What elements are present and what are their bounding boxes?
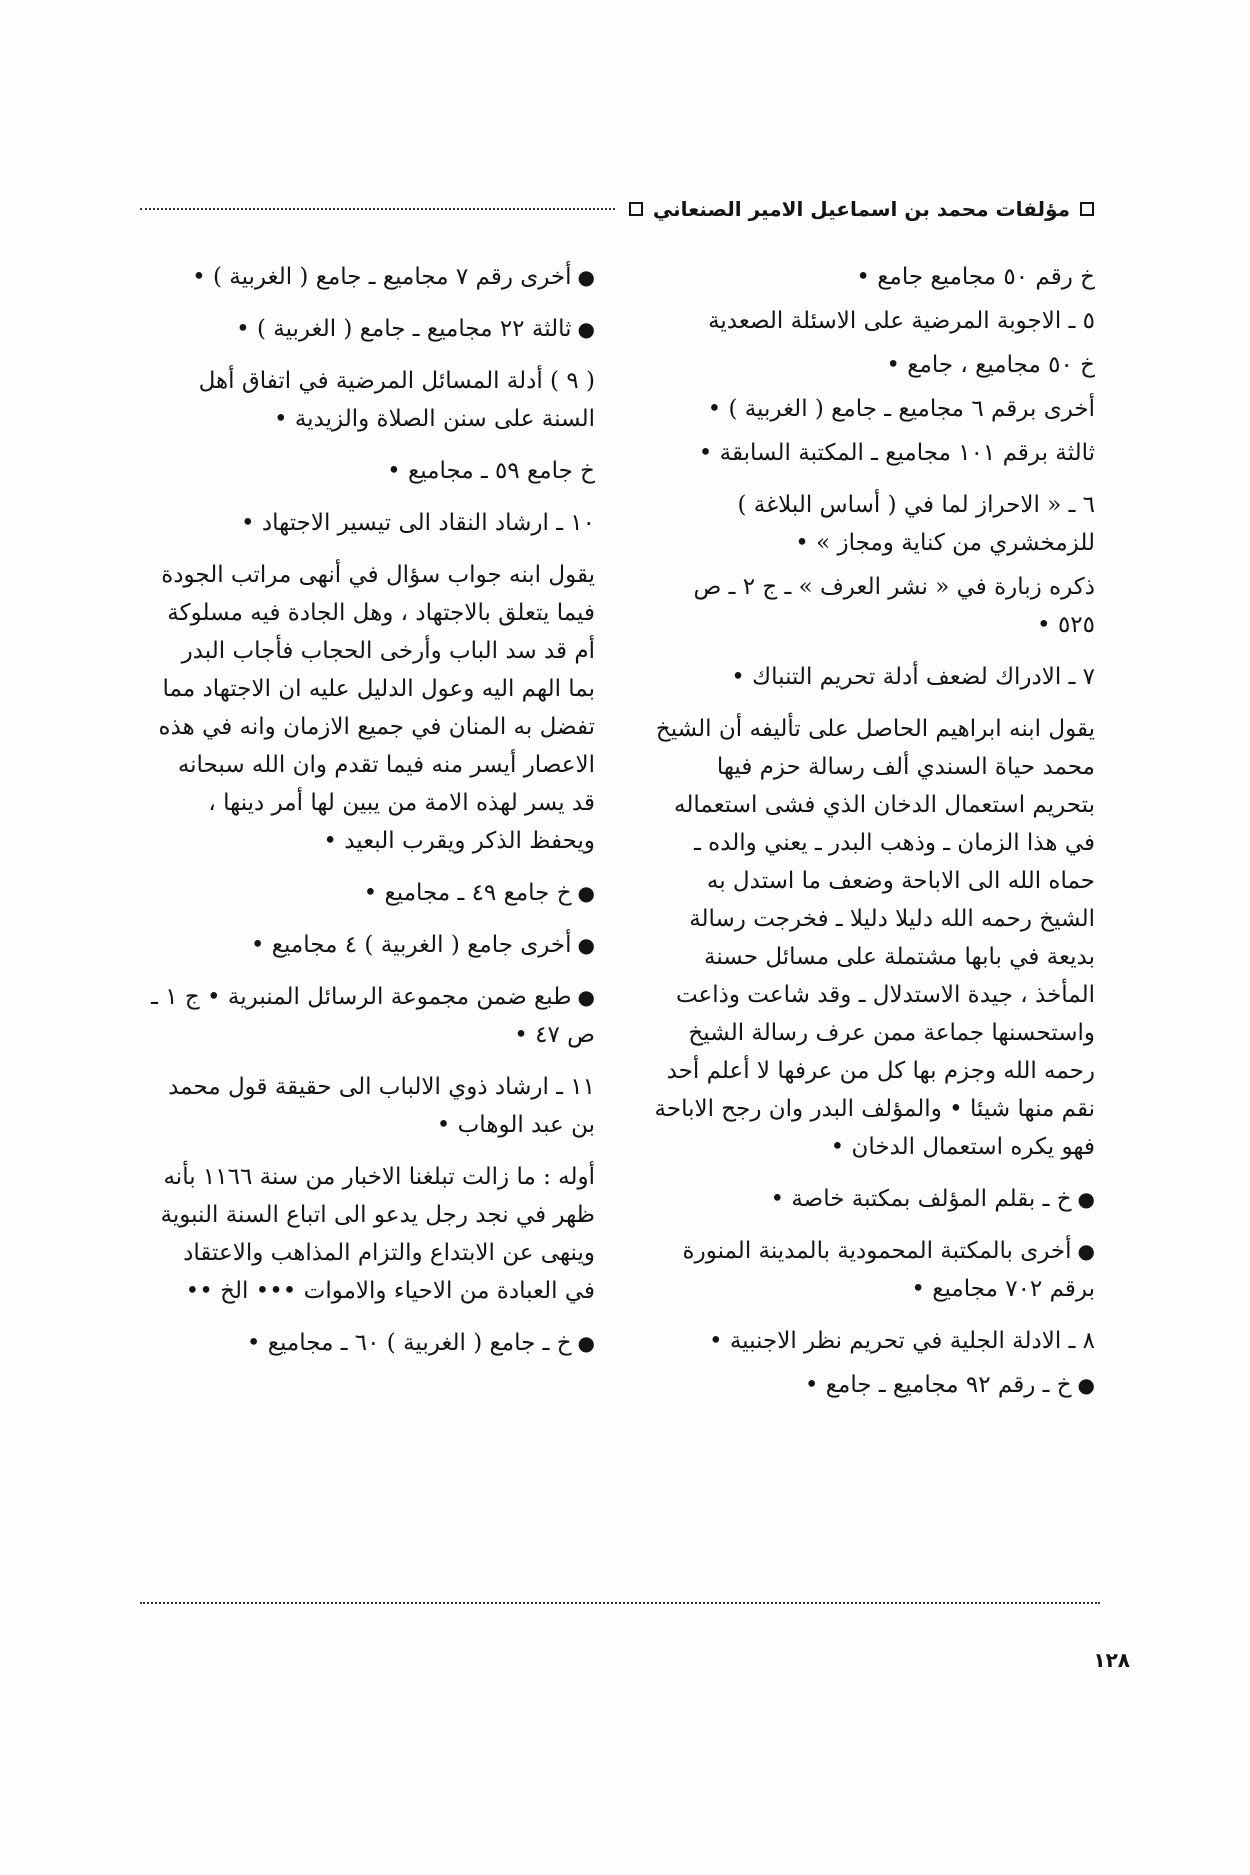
paragraph: ذكره زبارة في « نشر العرف » ـ ج ٢ ـ ص ٥٢٥ • bbox=[693, 574, 1095, 638]
header-dotted-rule bbox=[140, 208, 615, 210]
paragraph: خ جامع ٥٩ ـ مجاميع • bbox=[387, 458, 595, 484]
paragraph: ثالثة برقم ١٠١ مجاميع ـ المكتبة السابقة • bbox=[698, 440, 1095, 466]
header-box-right-icon bbox=[1080, 202, 1094, 216]
running-header bbox=[140, 192, 1100, 226]
paragraph: أخرى برقم ٦ مجاميع ـ جامع ( الغربية ) • bbox=[707, 396, 1095, 422]
bullet-item: ● أخرى رقم ٧ مجاميع ـ جامع ( الغربية ) • bbox=[150, 258, 595, 296]
paragraph: يقول ابنه جواب سؤال في أنهى مراتب الجودة فيما يتعلق بالاجتهاد ، وهل الجادة فيه مسلوكة أم قد سد الباب وأرخى الحجاب فأجاب البدر بما الهم اليه وعول الدليل عليه ان الاجتهاد مما تفضل به المنان في جميع الازمان وانه في هذه الاعصار أيسر منه فيما تقدم وان الله سبحانه قد يسر لهذه الامة من يبين لها أمر دينها ، ويحفظ الذكر ويقرب البعيد • bbox=[158, 562, 595, 854]
header-title: مؤلفات محمد بن اسماعيل الامير الصنعاني bbox=[652, 197, 1070, 221]
paragraph: ٥ ـ الاجوبة المرضية على الاسئلة الصعدية bbox=[708, 308, 1095, 334]
paragraph: ٧ ـ الادراك لضعف أدلة تحريم التنباك • bbox=[731, 664, 1095, 690]
page-number: ١٢٨ bbox=[1093, 1648, 1130, 1672]
footer-dotted-rule bbox=[140, 1602, 1100, 1604]
paragraph: أوله : ما زالت تبلغنا الاخبار من سنة ١١٦٦ بأنه ظهر في نجد رجل يدعو الى اتباع السنة النبوية وينهى عن الابتداع والتزام المذاهب والاعتقاد في العبادة من الاحياء والاموات ••• الخ •• bbox=[160, 1164, 595, 1304]
right-column bbox=[650, 258, 1095, 1418]
bullet-item: ● خ ـ رقم ٩٢ مجاميع ـ جامع • bbox=[650, 1366, 1095, 1404]
bullet-item: ● خ ـ بقلم المؤلف بمكتبة خاصة • bbox=[650, 1180, 1095, 1218]
bullet-item: ● طبع ضمن مجموعة الرسائل المنبرية • ج ١ ـ ص ٤٧ • bbox=[150, 978, 595, 1054]
paragraph: ١١ ـ ارشاد ذوي الالباب الى حقيقة قول محمد بن عبد الوهاب • bbox=[168, 1074, 595, 1138]
left-column bbox=[150, 258, 595, 1376]
bullet-item: ● أخرى جامع ( الغربية ) ٤ مجاميع • bbox=[150, 926, 595, 964]
paragraph: يقول ابنه ابراهيم الحاصل على تأليفه أن الشيخ محمد حياة السندي ألف رسالة حزم فيها بتحريم استعمال الدخان الذي فشى استعماله في هذا الزمان ـ وذهب البدر ـ يعني والده ـ حماه الله الى الاباحة وضعف ما استدل به الشيخ رحمه الله دليلا دليلا ـ فخرجت رسالة بديعة في بابها مشتملة على مسائل حسنة المأخذ ، جيدة الاستدلال ـ وقد شاعت وذاعت واستحسنها جماعة ممن عرف رسالة الشيخ رحمه الله وجزم بها كل من عرفها لا أعلم أحد نقم منها شيئا • والمؤلف البدر وان رجح الاباحة فهو يكره استعمال الدخان • bbox=[654, 716, 1095, 1160]
bullet-item: ● أخرى بالمكتبة المحمودية بالمدينة المنورة برقم ٧٠٢ مجاميع • bbox=[650, 1232, 1095, 1308]
paragraph: ٦ ـ « الاحراز لما في ( أساس البلاغة ) للزمخشري من كناية ومجاز » • bbox=[737, 492, 1095, 556]
paragraph: ( ٩ ) أدلة المسائل المرضية في اتفاق أهل السنة على سنن الصلاة والزيدية • bbox=[198, 368, 595, 432]
paragraph: خ ٥٠ مجاميع ، جامع • bbox=[886, 352, 1095, 378]
paragraph: ٨ ـ الادلة الجلية في تحريم نظر الاجنبية • bbox=[708, 1328, 1095, 1354]
paragraph: ١٠ ـ ارشاد النقاد الى تيسير الاجتهاد • bbox=[240, 510, 595, 536]
paragraph: خ رقم ٥٠ مجاميع جامع • bbox=[856, 264, 1095, 290]
bullet-item: ● خ ـ جامع ( الغربية ) ٦٠ ـ مجاميع • bbox=[150, 1324, 595, 1362]
bullet-item: ● خ جامع ٤٩ ـ مجاميع • bbox=[150, 874, 595, 912]
header-box-left-icon bbox=[629, 202, 643, 216]
bullet-item: ● ثالثة ٢٢ مجاميع ـ جامع ( الغربية ) • bbox=[150, 310, 595, 348]
